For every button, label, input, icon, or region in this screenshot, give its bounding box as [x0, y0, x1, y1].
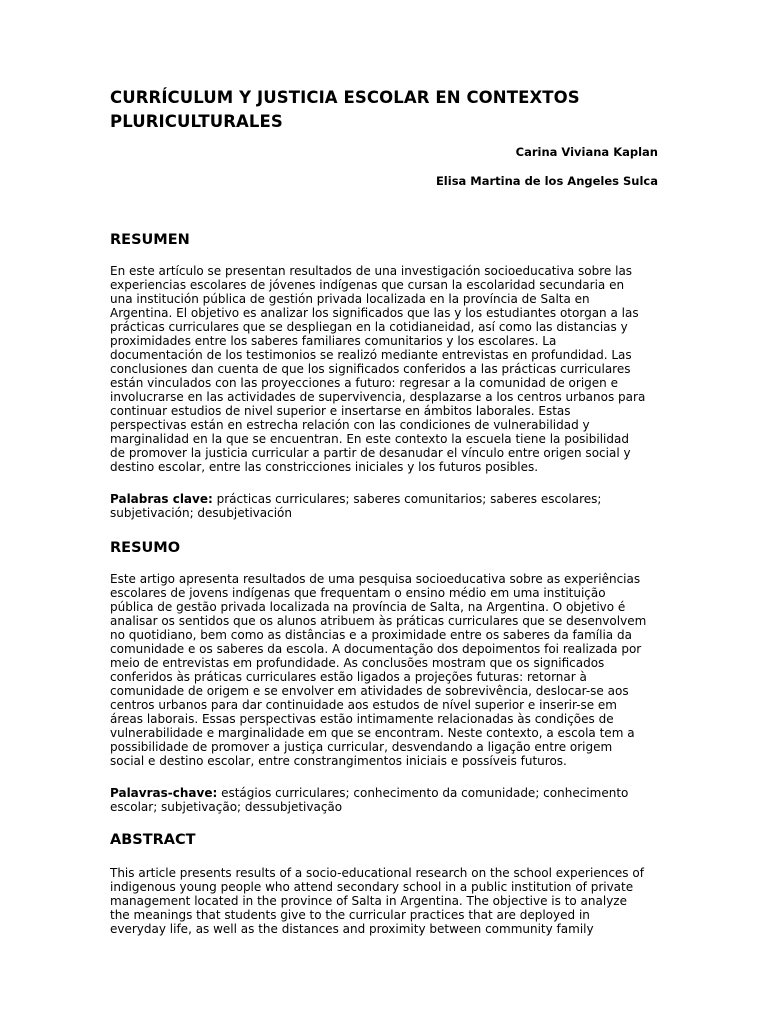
text-line: everyday life, as well as the distances and proximity between community family	[110, 922, 594, 936]
article-title	[110, 86, 658, 134]
text-line: comunidade de origem e se envolver em atividades de sobrevivência, deslocar-se aos	[110, 684, 629, 698]
keywords-line	[110, 786, 658, 800]
text-line: This article presents results of a socio-educational research on the school experiences of	[110, 866, 644, 880]
resumen-keywords	[110, 492, 658, 520]
keywords-label: Palavras-chave:	[110, 786, 218, 800]
text-line: conclusiones dan cuenta de que los significados conferidos a las prácticas curriculares	[110, 362, 631, 376]
text-line: vulnerabilidade e marginalidade em que se encontram. Neste contexto, a escola tem a	[110, 726, 635, 740]
text-line: una institución pública de gestión privada localizada en la província de Salta en	[110, 292, 590, 306]
text-line: continuar estudios de nivel superior e insertarse en ámbitos laborales. Estas	[110, 404, 571, 418]
text-line: centros urbanos para dar continuidade aos estudos de nível superior e inserir-se em	[110, 698, 617, 712]
text-line: no quotidiano, bem como as distâncias e a proximidade entre os saberes da família da	[110, 628, 632, 642]
keywords-text: estágios curriculares; conhecimento da comunidade; conhecimento	[217, 786, 629, 800]
resumo-paragraph	[110, 572, 658, 768]
author-name: Elisa Martina de los Angeles Sulca	[435, 174, 658, 188]
text-line: proximidades entre los saberes familiares comunitarios y los escolares. La	[110, 334, 557, 348]
text-line: analisar os sentidos que os alunos atribuem às práticas curriculares que se desenvolvem	[110, 614, 647, 628]
text-line: documentación de los testimonios se realizó mediante entrevistas en profundidad. Las	[110, 348, 632, 362]
text-line: management located in the province of Salta in Argentina. The objective is to analyze	[110, 894, 627, 908]
text-line: possibilidade de promover a justiça curricular, desvendando a ligação entre origem	[110, 740, 613, 754]
text-line: destino escolar, entre las constricciones iniciales y los futuros posibles.	[110, 460, 539, 474]
keywords-line	[110, 492, 658, 506]
text-line: Este artigo apresenta resultados de uma pesquisa socioeducativa sobre as experiências	[110, 572, 641, 586]
resumen-paragraph	[110, 264, 658, 474]
text-line: comunidade e os saberes da escola. A documentação dos depoimentos foi realizada por	[110, 642, 642, 656]
keywords-line: escolar; subjetivação; dessubjetivação	[110, 800, 343, 814]
text-line: indigenous young people who attend secondary school in a public institution of private	[110, 880, 634, 894]
text-line: Argentina. El objetivo es analizar los significados que las y los estudiantes otorgan a las	[110, 306, 639, 320]
text-line: involucrarse en las actividades de supervivencia, desplazarse a los centros urbanos para	[110, 390, 646, 404]
text-line: pública de gestão privada localizada na província de Salta, na Argentina. O objetivo é	[110, 600, 626, 614]
section-heading-abstract: ABSTRACT	[110, 832, 196, 848]
text-line: social e destino escolar, entre constrangimentos iniciais e possíveis futuros.	[110, 754, 567, 768]
section-heading-resumen: RESUMEN	[110, 232, 190, 248]
text-line: conferidos às práticas curriculares estão ligados a projeções futuras: retornar à	[110, 670, 587, 684]
text-line: escolares de jovens indígenas que frequentam o ensino médio em uma instituição	[110, 586, 606, 600]
keywords-text: prácticas curriculares; saberes comunitarios; saberes escolares;	[212, 492, 602, 506]
text-line: de promover la justicia curricular a partir de desanudar el vínculo entre origen social y	[110, 446, 631, 460]
keywords-label: Palabras clave:	[110, 492, 213, 506]
text-line: áreas laborais. Essas perspectivas estão intimamente relacionadas às condições de	[110, 712, 614, 726]
text-line: perspectivas están en estrecha relación con las condiciones de vulnerabilidad y	[110, 418, 590, 432]
text-line: the meanings that students give to the curricular practices that are deployed in	[110, 908, 590, 922]
title-line: CURRÍCULUM Y JUSTICIA ESCOLAR EN CONTEXTOS	[110, 88, 580, 107]
text-line: están vinculados con las proyecciones a futuro: regresar a la comunidad de origen e	[110, 376, 618, 390]
text-line: prácticas curriculares que se despliegan en la cotidianeidad, así como las distancias y	[110, 320, 628, 334]
author-name: Carina Viviana Kaplan	[515, 145, 658, 159]
section-heading-resumo: RESUMO	[110, 540, 181, 556]
text-line: meio de entrevistas em profundidade. As conclusões mostram que os significados	[110, 656, 605, 670]
text-line: experiencias escolares de jóvenes indígenas que cursan la escolaridad secundaria en	[110, 278, 625, 292]
text-line: En este artículo se presentan resultados de una investigación socioeducativa sobre las	[110, 264, 633, 278]
title-line: PLURICULTURALES	[110, 112, 283, 131]
abstract-paragraph	[110, 866, 658, 936]
keywords-line: subjetivación; desubjetivación	[110, 506, 292, 520]
resumo-keywords	[110, 786, 658, 814]
text-line: marginalidad en la que se encuentran. En este contexto la escuela tiene la posibilidad	[110, 432, 629, 446]
